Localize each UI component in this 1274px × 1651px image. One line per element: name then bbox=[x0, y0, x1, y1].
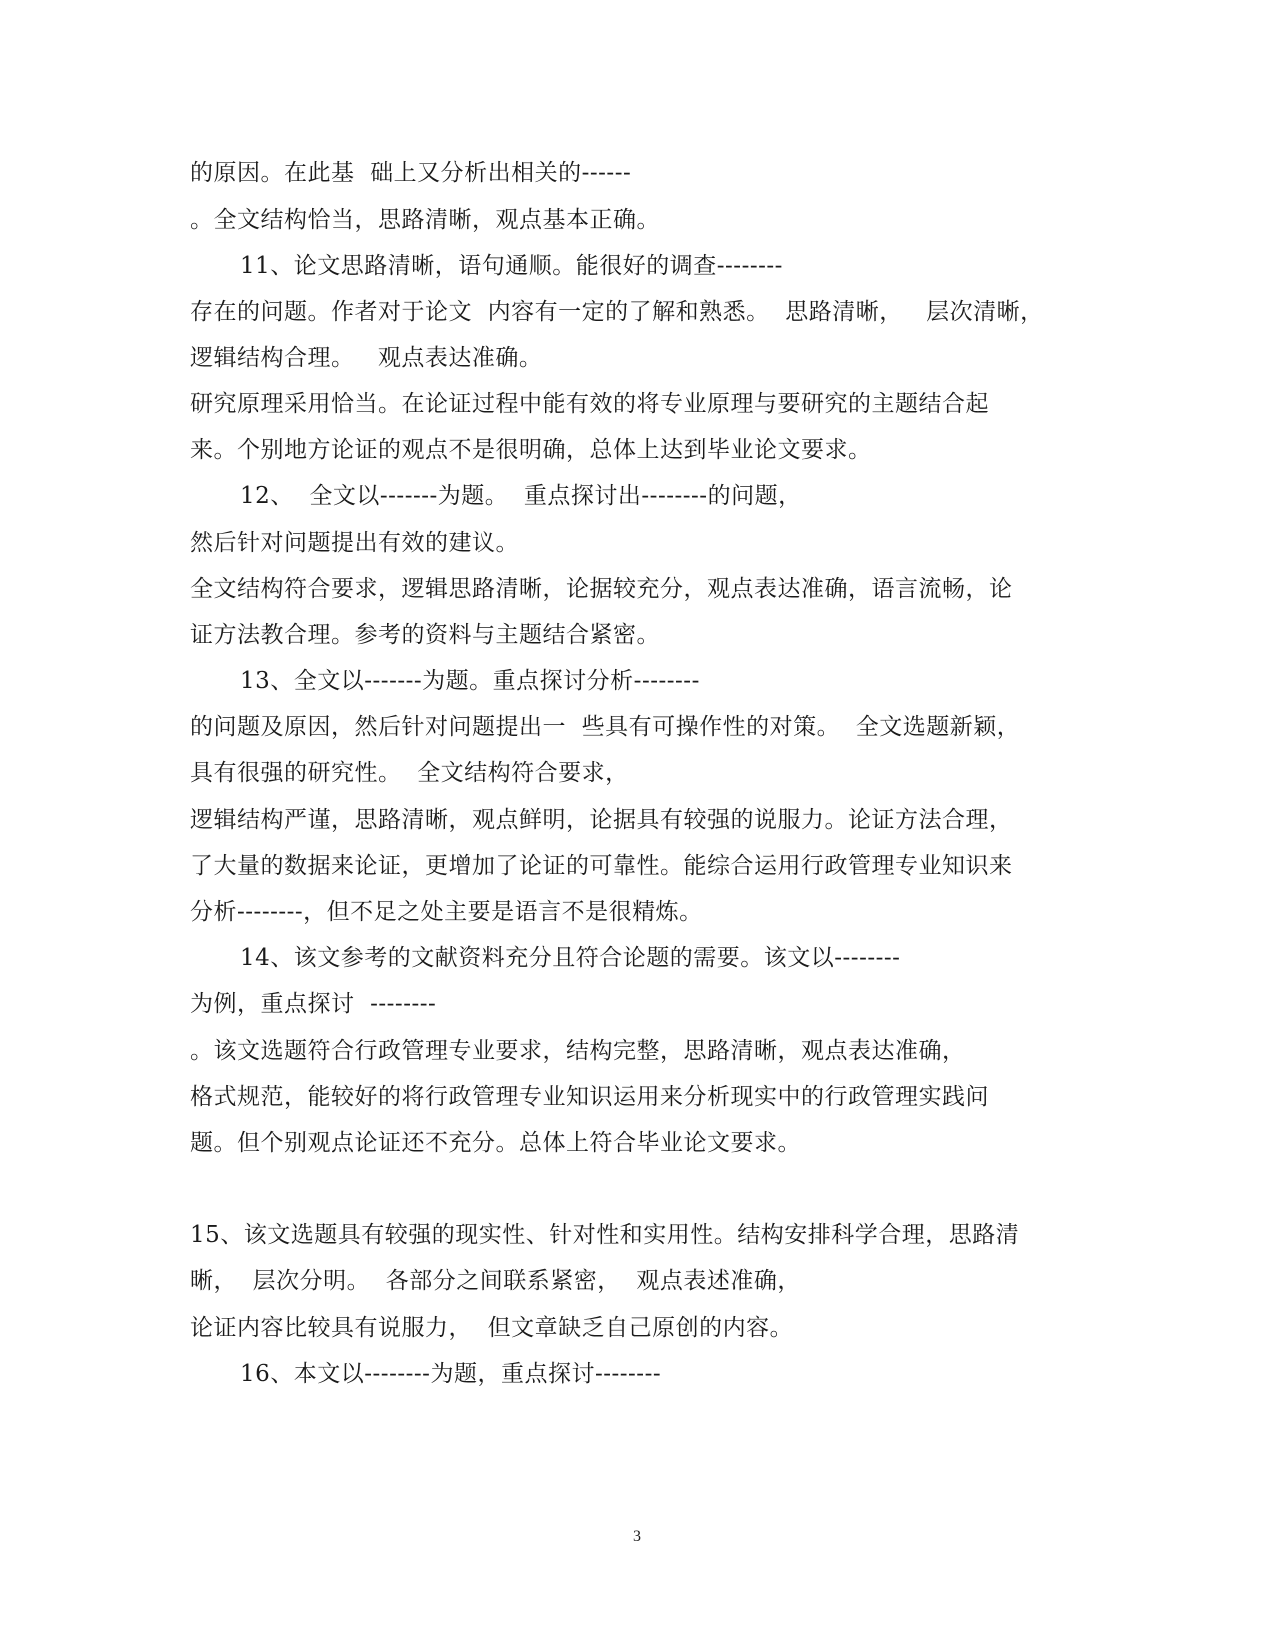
text-line: 。全文结构恰当，思路清晰，观点基本正确。 bbox=[190, 207, 660, 233]
text-line: 逻辑结构合理。 观点表达准确。 bbox=[190, 345, 543, 371]
text-line: 了大量的数据来论证，更增加了论证的可靠性。能综合运用行政管理专业知识来 bbox=[190, 853, 1013, 879]
text-line: 13、全文以-------为题。重点探讨分析-------- bbox=[240, 668, 700, 694]
text-line: 11、论文思路清晰，语句通顺。能很好的调查-------- bbox=[240, 253, 783, 279]
text-line: 15、该文选题具有较强的现实性、针对性和实用性。结构安排科学合理，思路清 bbox=[190, 1222, 1020, 1248]
text-line: 为例，重点探讨 -------- bbox=[190, 991, 437, 1017]
text-line: 证方法教合理。参考的资料与主题结合紧密。 bbox=[190, 622, 660, 648]
text-line: 12、 全文以-------为题。 重点探讨出--------的问题， bbox=[240, 483, 802, 509]
text-line: 的问题及原因，然后针对问题提出一 些具有可操作性的对策。 全文选题新颖， bbox=[190, 714, 1021, 740]
text-line: 逻辑结构严谨，思路清晰，观点鲜明，论据具有较强的说服力。论证方法合理， bbox=[190, 807, 1013, 833]
text-line: 题。但个别观点论证还不充分。总体上符合毕业论文要求。 bbox=[190, 1130, 801, 1156]
text-line: 来。个别地方论证的观点不是很明确，总体上达到毕业论文要求。 bbox=[190, 437, 872, 463]
text-line: 14、该文参考的文献资料充分且符合论题的需要。该文以-------- bbox=[240, 945, 901, 971]
page-number: 3 bbox=[633, 1528, 641, 1545]
text-line: 格式规范，能较好的将行政管理专业知识运用来分析现实中的行政管理实践问 bbox=[190, 1084, 989, 1110]
text-line: 分析--------，但不足之处主要是语言不是很精炼。 bbox=[190, 899, 703, 925]
text-line: 研究原理采用恰当。在论证过程中能有效的将专业原理与要研究的主题结合起 bbox=[190, 391, 989, 417]
text-line: 论证内容比较具有说服力， 但文章缺乏自己原创的内容。 bbox=[190, 1315, 794, 1341]
text-line: 16、本文以--------为题，重点探讨-------- bbox=[240, 1361, 662, 1387]
text-line: 。该文选题符合行政管理专业要求，结构完整，思路清晰，观点表达准确， bbox=[190, 1038, 966, 1064]
text-line: 具有很强的研究性。 全文结构符合要求， bbox=[190, 760, 629, 786]
text-line: 然后针对问题提出有效的建议。 bbox=[190, 530, 519, 556]
text-line: 晰， 层次分明。 各部分之间联系紧密， 观点表述准确， bbox=[190, 1268, 801, 1294]
text-line: 全文结构符合要求，逻辑思路清晰，论据较充分，观点表达准确，语言流畅，论 bbox=[190, 576, 1013, 602]
text-line: 的原因。在此基 础上又分析出相关的------ bbox=[190, 160, 632, 186]
text-line: 存在的问题。作者对于论文 内容有一定的了解和熟悉。 思路清晰， 层次清晰， bbox=[190, 299, 1044, 325]
